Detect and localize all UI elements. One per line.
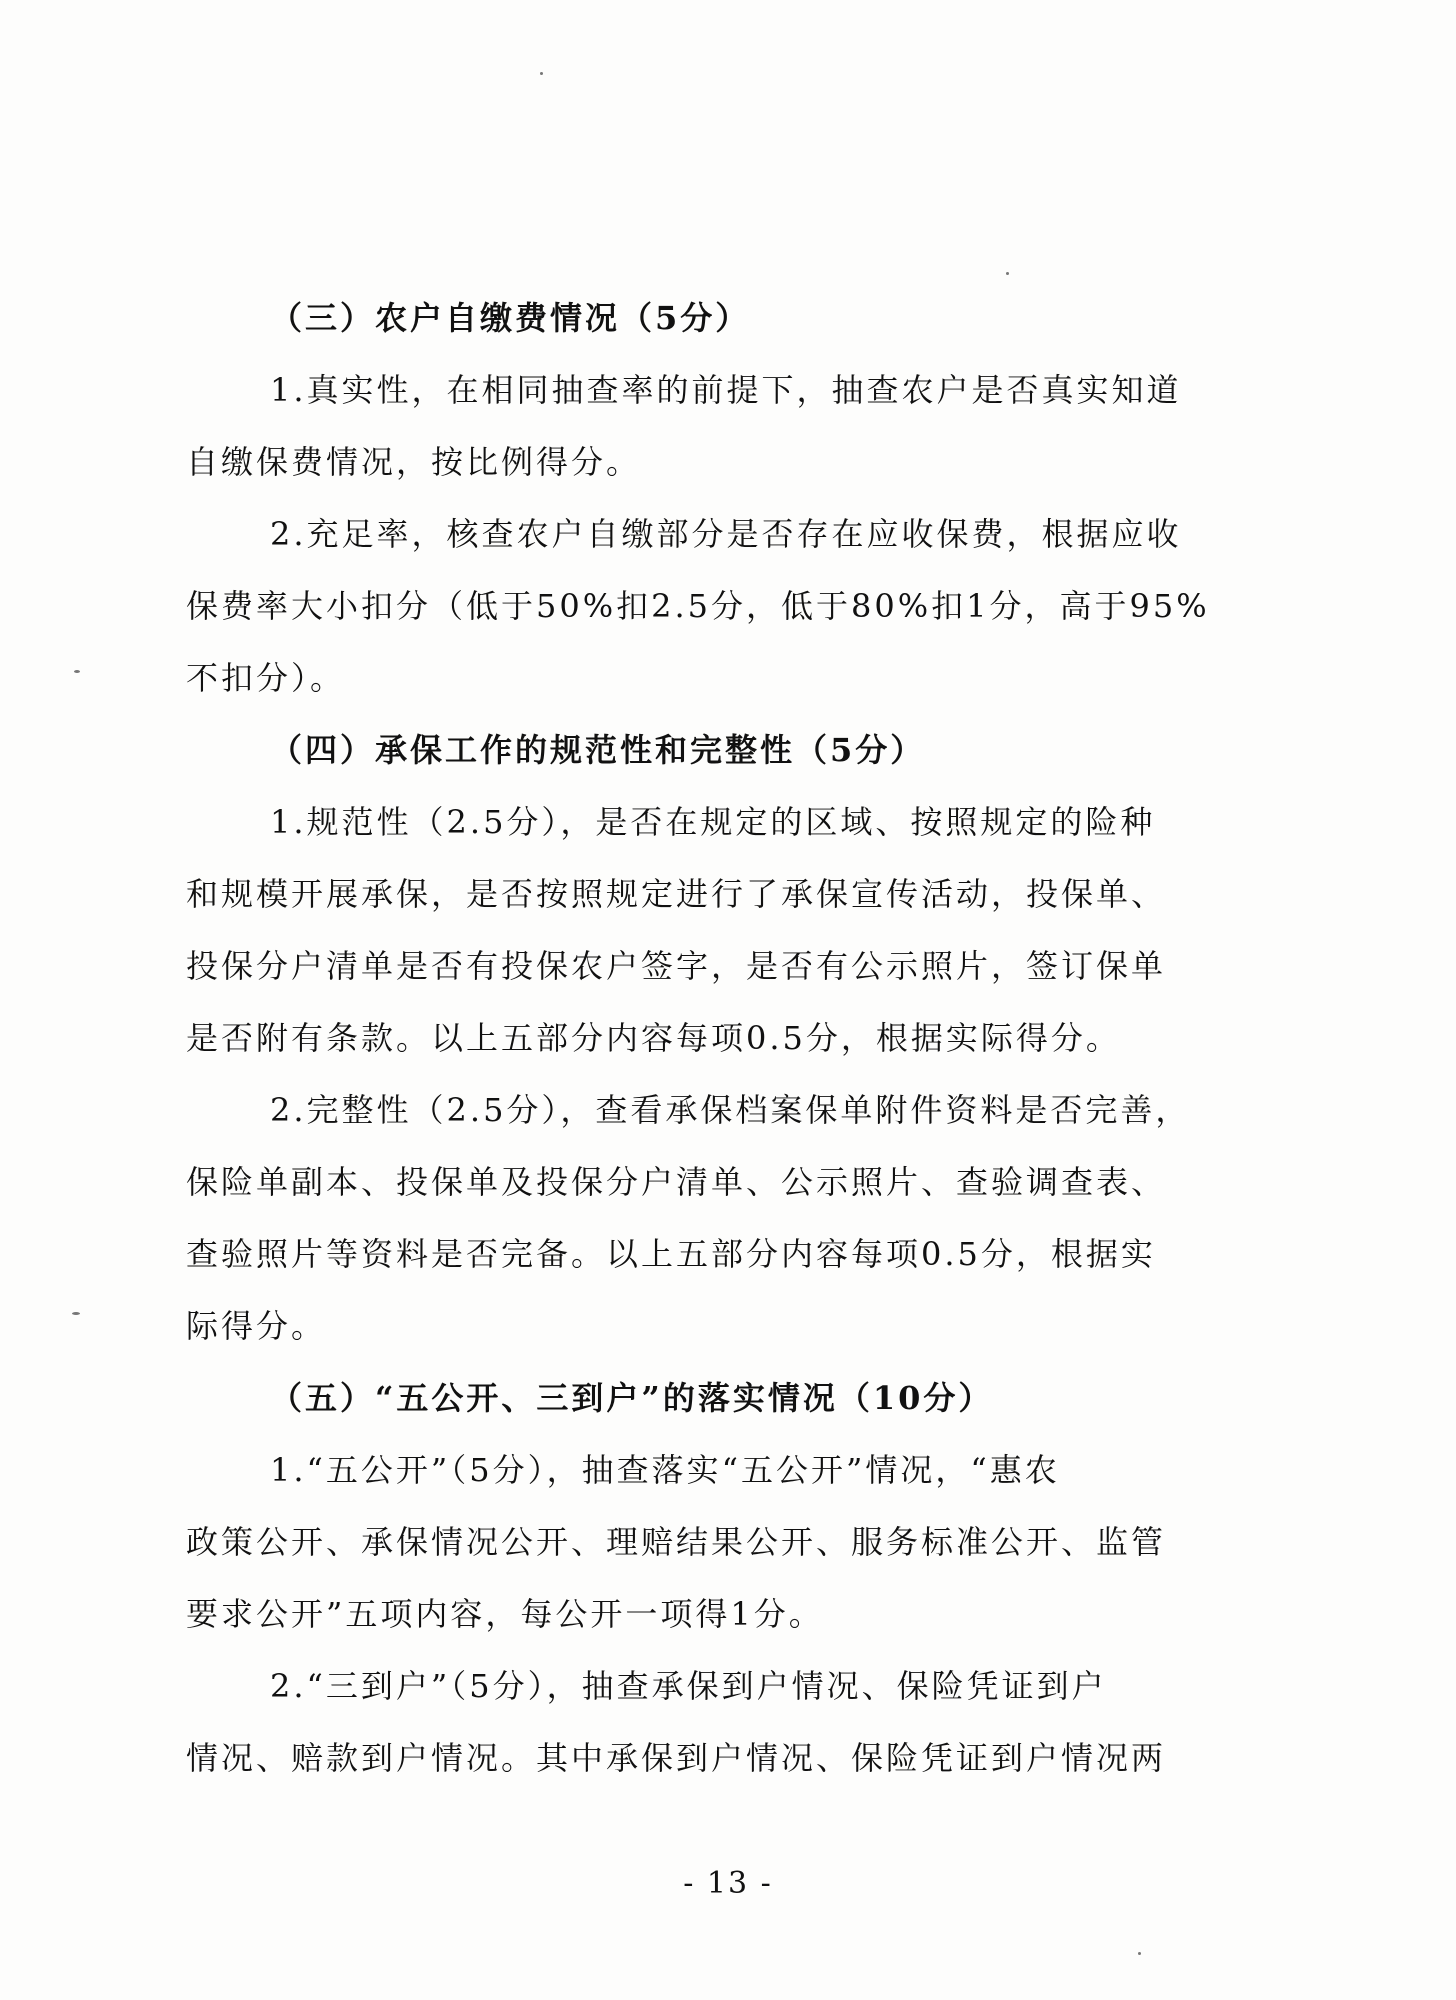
scan-speck (540, 72, 543, 75)
paragraph-line: 1.真实性，在相同抽查率的前提下，抽查农户是否真实知道 (270, 371, 1182, 409)
section-heading-5: （五）“五公开、三到户”的落实情况（10分） (270, 1379, 994, 1417)
paragraph-line: 1.规范性（2.5分），是否在规定的区域、按照规定的险种 (270, 803, 1156, 841)
paragraph-line: 是否附有条款。以上五部分内容每项0.5分，根据实际得分。 (186, 1019, 1121, 1057)
paragraph-line: 2.“三到户”（5分），抽查承保到户情况、保险凭证到户 (270, 1667, 1107, 1705)
paragraph-line: 和规模开展承保，是否按照规定进行了承保宣传活动，投保单、 (186, 875, 1167, 913)
scan-speck (72, 1312, 80, 1315)
section-heading-3: （三）农户自缴费情况（5分） (270, 299, 751, 337)
paragraph-line: 2.充足率，核查农户自缴部分是否存在应收保费，根据应收 (270, 515, 1182, 553)
section-heading-4: （四）承保工作的规范性和完整性（5分） (270, 731, 926, 769)
document-body (186, 282, 1246, 1794)
paragraph-line: 1.“五公开”（5分），抽查落实“五公开”情况，“惠农 (270, 1451, 1060, 1489)
paragraph-line: 政策公开、承保情况公开、理赔结果公开、服务标准公开、监管 (186, 1523, 1167, 1561)
page-number: - 13 - (683, 1866, 773, 1901)
scan-speck (74, 670, 80, 673)
paragraph-line: 查验照片等资料是否完备。以上五部分内容每项0.5分，根据实 (186, 1235, 1156, 1273)
paragraph-line: 不扣分）。 (186, 659, 346, 697)
scan-speck (1138, 1952, 1141, 1955)
paragraph-line: 投保分户清单是否有投保农户签字，是否有公示照片，签订保单 (186, 947, 1167, 985)
paragraph-line: 保费率大小扣分（低于50%扣2.5分，低于80%扣1分，高于95% (186, 587, 1210, 625)
paragraph-line: 2.完整性（2.5分），查看承保档案保单附件资料是否完善， (270, 1091, 1191, 1129)
paragraph-line: 自缴保费情况，按比例得分。 (186, 443, 642, 481)
paragraph-line: 际得分。 (186, 1307, 327, 1345)
paragraph-line: 情况、赔款到户情况。其中承保到户情况、保险凭证到户情况两 (186, 1739, 1167, 1777)
paragraph-line: 要求公开”五项内容，每公开一项得1分。 (186, 1595, 824, 1633)
scan-speck (1006, 272, 1009, 275)
paragraph-line: 保险单副本、投保单及投保分户清单、公示照片、查验调查表、 (186, 1163, 1167, 1201)
